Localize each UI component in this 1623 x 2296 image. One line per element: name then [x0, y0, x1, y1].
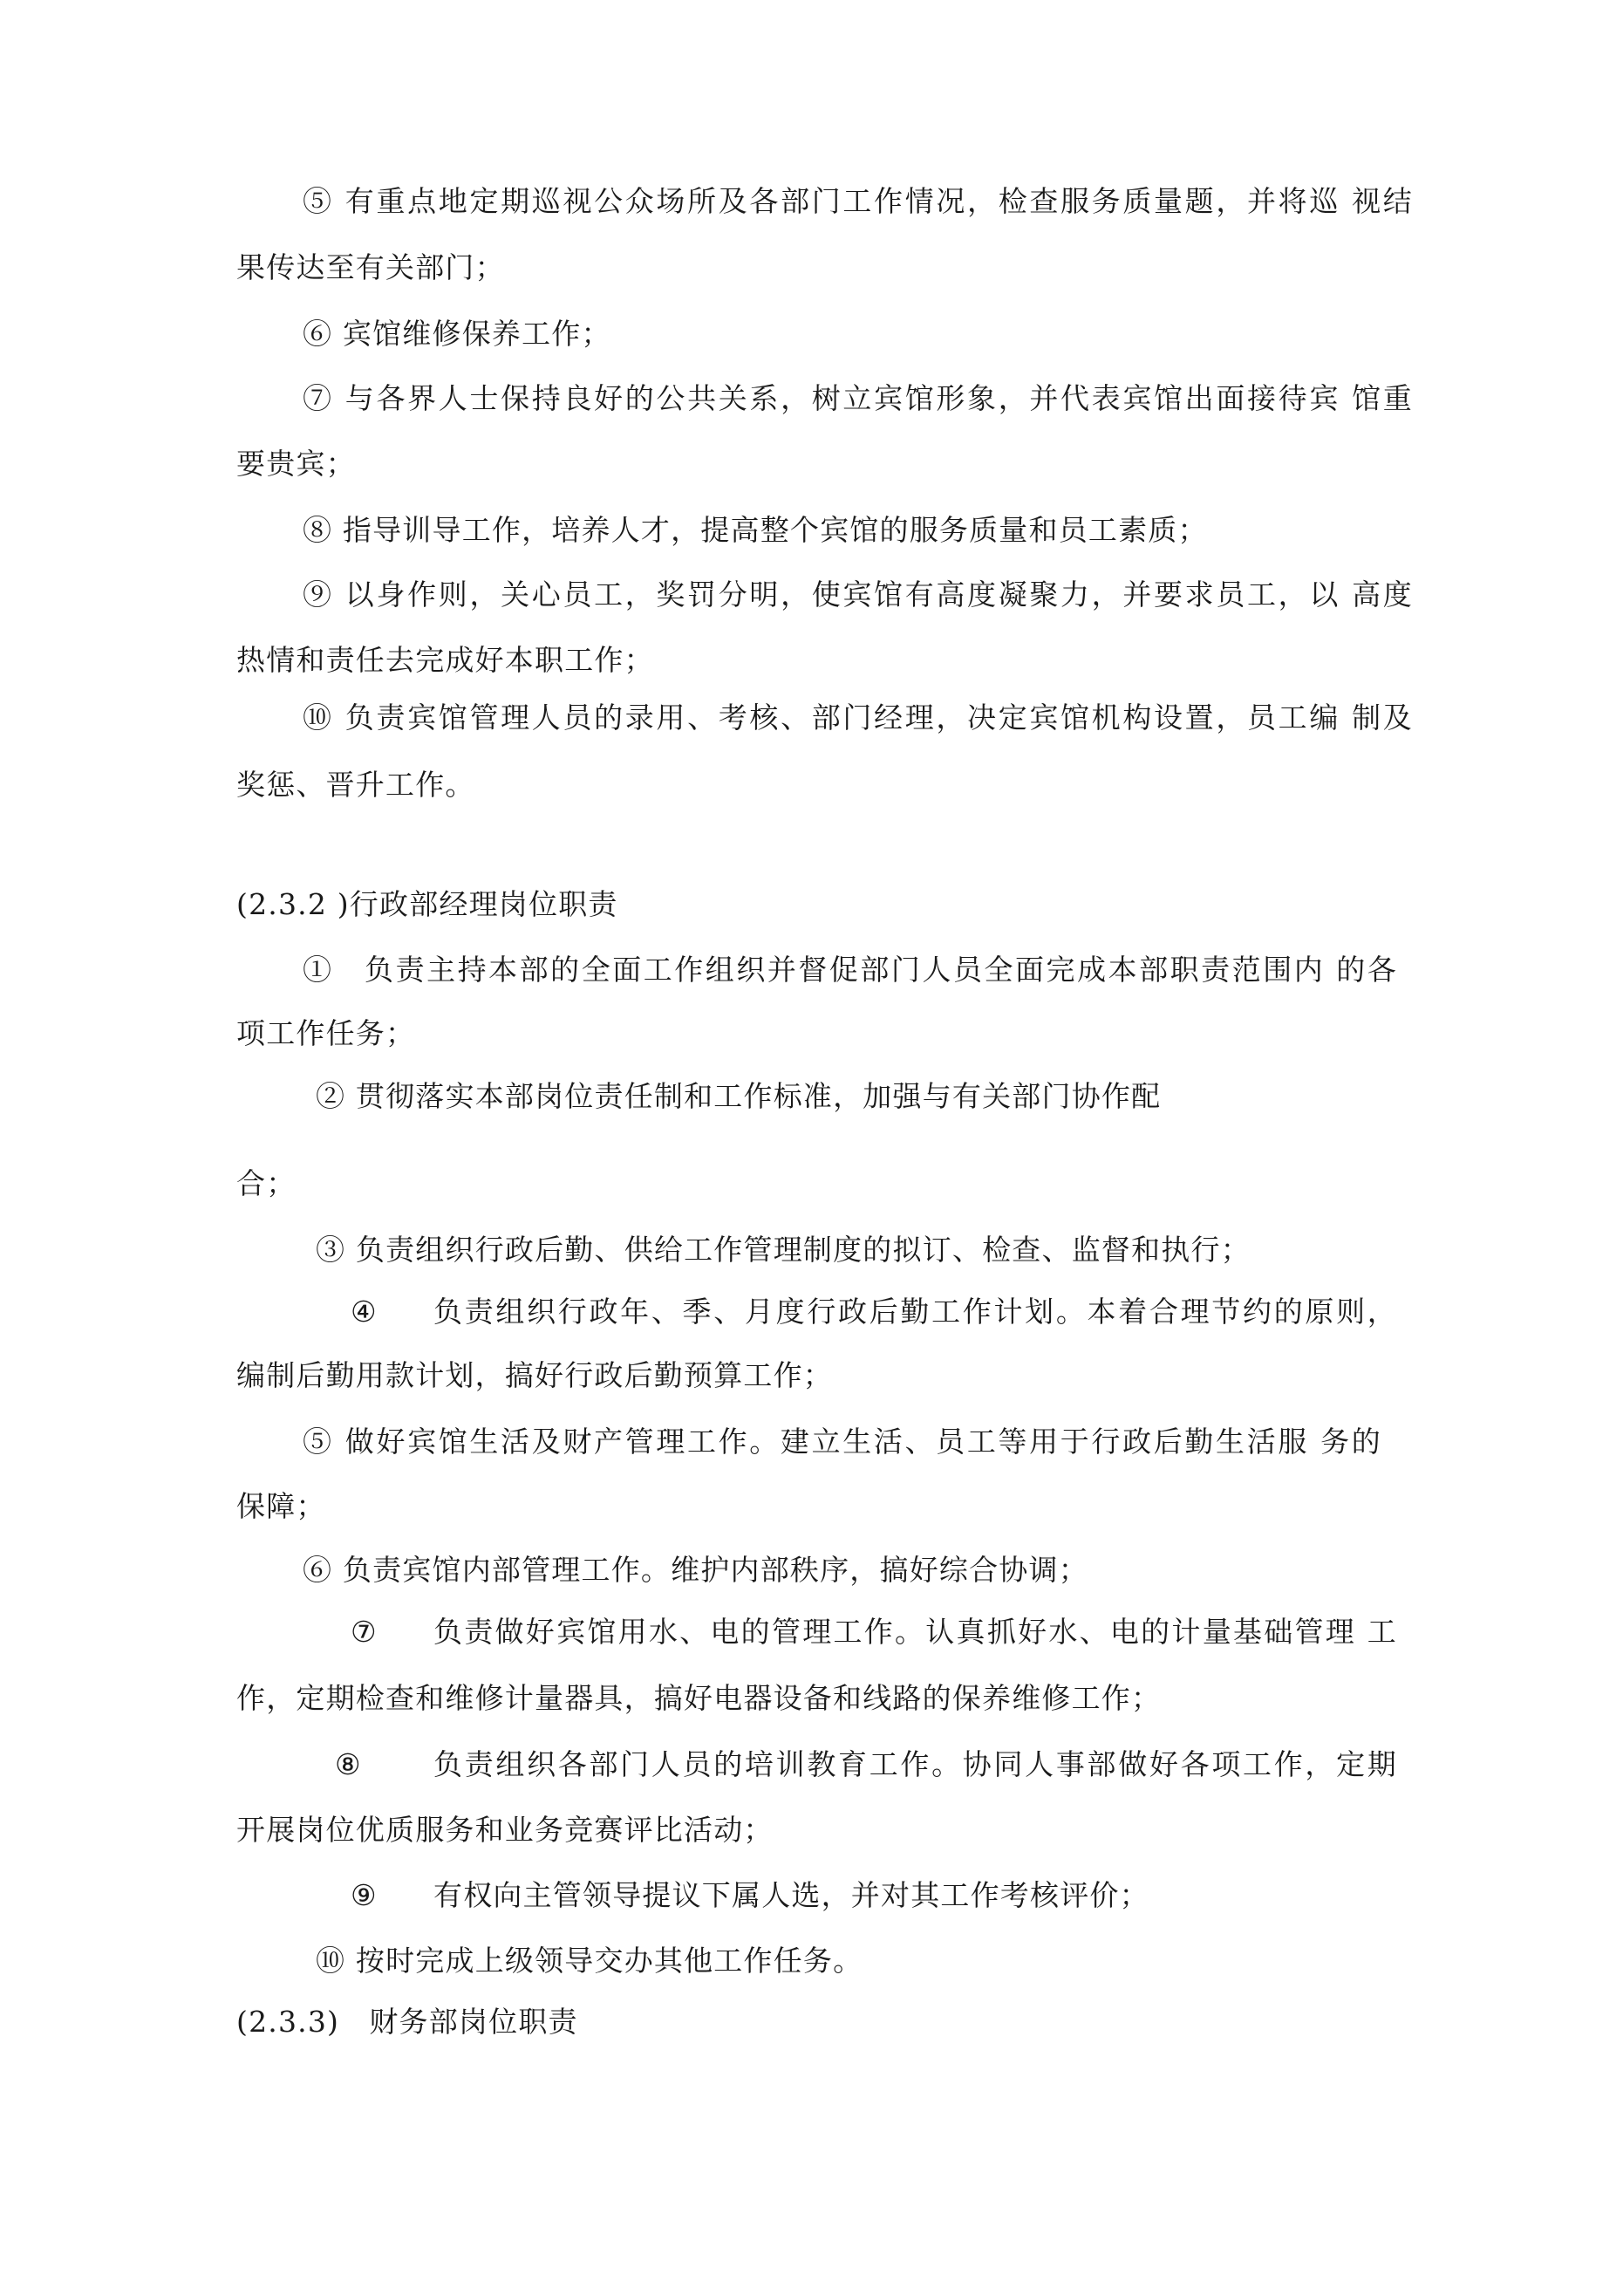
admin-item8-line1: 负责组织各部门人员的培训教育工作。协同人事部做好各项工作，定期 — [433, 1747, 1397, 1781]
admin-item5-line1: ⑤ 做好宾馆生活及财产管理工作。建立生活、员工等用于行政后勤生活服 务的 — [303, 1425, 1381, 1459]
item10-line1: ⑩ 负责宾馆管理人员的录用、考核、部门经理，决定宾馆机构设置，员工编 制及 — [303, 700, 1413, 735]
admin-item10: ⑩ 按时完成上级领导交办其他工作任务。 — [316, 1944, 863, 1978]
item5-line1: ⑤ 有重点地定期巡视公众场所及各部门工作情况，检查服务质量题，并将巡 视结 — [303, 184, 1413, 218]
item8: ⑧ 指导训导工作，培养人才，提高整个宾馆的服务质量和员工素质； — [303, 513, 1208, 547]
admin-item1-line2: 项工作任务； — [236, 1016, 416, 1050]
admin-item1-line1: ① 负责主持本部的全面工作组织并督促部门人员全面完成本部职责范围内 的各 — [303, 953, 1397, 987]
admin-item8-line2: 开展岗位优质服务和业务竞赛评比活动； — [236, 1813, 774, 1847]
admin-item9-number: ⑨ — [351, 1878, 378, 1912]
item7-line2: 要贵宾； — [236, 447, 356, 481]
admin-item2-line2: 合； — [236, 1166, 297, 1200]
admin-item5-line2: 保障； — [236, 1489, 326, 1523]
admin-item4-number: ④ — [351, 1295, 378, 1329]
admin-item2-line1: ② 贯彻落实本部岗位责任制和工作标准，加强与有关部门协作配 — [316, 1079, 1162, 1113]
item10-line2: 奖惩、晋升工作。 — [236, 768, 475, 802]
item6: ⑥ 宾馆维修保养工作； — [303, 317, 611, 351]
section-heading-233: (2.3.3) 财务部岗位职责 — [236, 2005, 578, 2039]
admin-item4-line2: 编制后勤用款计划，搞好行政后勤预算工作； — [236, 1358, 833, 1392]
item5-line2: 果传达至有关部门； — [236, 250, 505, 284]
item9-line2: 热情和责任去完成好本职工作； — [236, 643, 654, 677]
section-heading-232: (2.3.2 )行政部经理岗位职责 — [236, 887, 618, 921]
admin-item4-line1: 负责组织行政年、季、月度行政后勤工作计划。本着合理节约的原则， — [433, 1295, 1397, 1329]
item7-line1: ⑦ 与各界人士保持良好的公共关系，树立宾馆形象，并代表宾馆出面接待宾 馆重 — [303, 381, 1413, 415]
admin-item3: ③ 负责组织行政后勤、供给工作管理制度的拟订、检查、监督和执行； — [316, 1233, 1251, 1267]
admin-item6: ⑥ 负责宾馆内部管理工作。维护内部秩序，搞好综合协调； — [303, 1553, 1088, 1587]
admin-item9-line1: 有权向主管领导提议下属人选，并对其工作考核评价； — [433, 1878, 1149, 1912]
admin-item7-number: ⑦ — [351, 1615, 378, 1649]
admin-item7-line2: 作，定期检查和维修计量器具，搞好电器设备和线路的保养维修工作； — [236, 1681, 1162, 1715]
admin-item7-line1: 负责做好宾馆用水、电的管理工作。认真抓好水、电的计量基础管理 工 — [433, 1615, 1397, 1649]
admin-item8-number: ⑧ — [335, 1747, 362, 1781]
item9-line1: ⑨ 以身作则，关心员工，奖罚分明，使宾馆有高度凝聚力，并要求员工，以 高度 — [303, 577, 1413, 612]
